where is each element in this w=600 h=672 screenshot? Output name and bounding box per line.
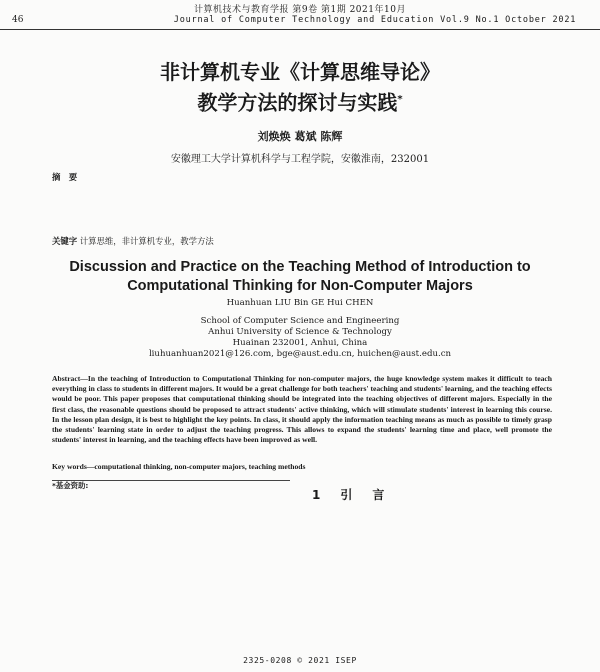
affil-school: School of Computer Science and Engineering [200, 316, 400, 326]
affiliation-chinese: 安徽理工大学计算机科学与工程学院，安徽淮南，232001 [170, 154, 430, 165]
paper-title-english [0, 258, 600, 296]
keywords-english [52, 462, 552, 472]
keywords-zh-label: 关键字 [52, 236, 78, 246]
abstract-en-text: —In the teaching of Introduction to Computational Thinking for non-computer majors, the huge knowledge system makes it difficult to teach everything in class to students in different majors. It would be a great challenge for both teachers' teaching and students' learning, and the teaching effects would be poor. This paper proposes that computational thinking should be integrated into the teaching objectives of different majors. Especially in the first class, the reasonable questions should be proposed to attract students' active thinking, which will stimulate students' interest in learning this course. In the lesson plan design, it is best to highlight the key points. In class, it should apply the information teaching means as much as possible to timely grasp the students' learning state in order to adjust the teaching progress. This allows to expand the students' learning time and place, well promote the students' interest in learning, and the teaching effects have been improved as well. [52, 374, 552, 445]
title-en-line1: Discussion and Practice on the Teaching Method of Introduction to [69, 259, 531, 275]
title-zh-line2: 教学方法的探讨与实践 [197, 90, 398, 115]
keywords-en-label: Key words [52, 462, 87, 471]
section-heading-introduction: 1 引 言 [312, 488, 389, 502]
affil-emails: liuhuanhuan2021@126.com, bge@aust.edu.cn, huichen@aust.edu.cn [148, 349, 452, 359]
footnote-label: *基金资助: [52, 481, 89, 490]
journal-header-english: Journal of Computer Technology and Education Vol.9 No.1 October 2021 [173, 15, 577, 25]
page-number: 46 [12, 15, 24, 25]
authors-chinese: 刘焕焕 葛斌 陈辉 [257, 130, 343, 143]
running-head [0, 0, 600, 30]
authors-english: Huanhuan LIU Bin GE Hui CHEN [226, 298, 374, 308]
affil-address: Huainan 232001, Anhui, China [232, 338, 368, 348]
title-zh-line1: 非计算机专业《计算思维导论》 [160, 60, 440, 84]
abstract-chinese [52, 172, 552, 183]
title-en-line2: Computational Thinking for Non-Computer Majors [127, 278, 473, 294]
funding-mark: * [397, 94, 403, 105]
affiliation-english [0, 316, 600, 360]
journal-header-chinese: 计算机技术与教育学报 第9卷 第1期 2021年10月 [194, 5, 406, 15]
affil-university: Anhui University of Science & Technology [208, 327, 392, 337]
abstract-zh-label: 摘 要 [52, 172, 78, 182]
keywords-chinese [52, 236, 552, 247]
footer-issn: 2325-0208 © 2021 ISEP [243, 656, 357, 665]
funding-footnotes [52, 480, 290, 650]
abstract-english [52, 374, 552, 445]
abstract-en-label: Abstract [52, 374, 81, 383]
paper-title-chinese [0, 58, 600, 117]
keywords-en-text: —computational thinking, non-computer majors, teaching methods [86, 462, 306, 471]
keywords-zh-text: 计算思维，非计算机专业，教学方法 [79, 236, 214, 246]
